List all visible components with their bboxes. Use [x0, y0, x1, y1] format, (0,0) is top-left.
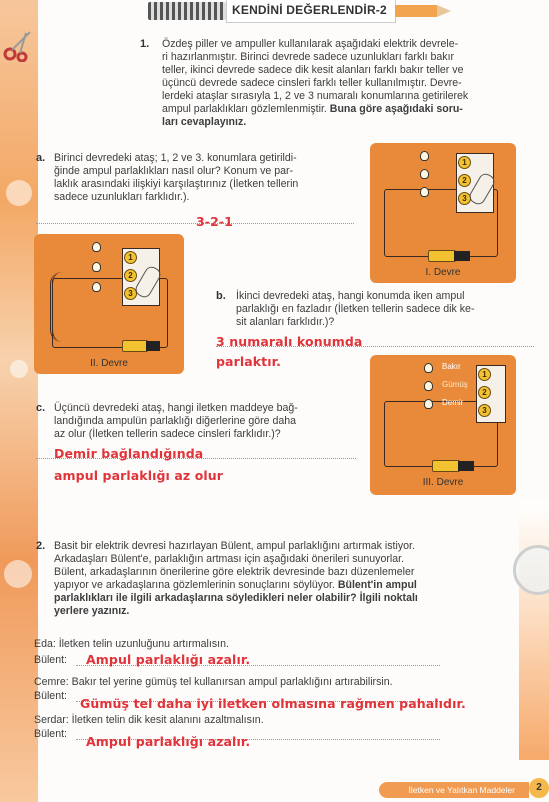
- bulb-icon: [92, 242, 101, 252]
- bulb-icon: [424, 399, 433, 409]
- text-span: yapıyor ve arkadaşlarına gözlemlerinin sonuçlarını söylüyor.: [54, 579, 338, 591]
- text-line: az olur (İletken tellerin sadece cinsleri farklıdır.)?: [54, 428, 281, 440]
- footer-chapter-title: İletken ve Yalıtkan Maddeler: [408, 785, 515, 795]
- circuit-2: [34, 234, 184, 374]
- bulb-icon: [420, 187, 429, 197]
- question-2-text: [54, 540, 514, 618]
- battery-icon: [122, 340, 148, 352]
- bulb-icon: [92, 282, 101, 292]
- text-line: yerlere yazınız.: [54, 605, 130, 617]
- bold-text: Bülent'in ampul: [337, 579, 417, 591]
- header-ruler-decoration: [148, 2, 226, 20]
- pencil-tip-icon: [437, 5, 451, 17]
- position-marker: 2: [478, 386, 491, 399]
- text-line: Arkadaşları Bülent'e, parlaklığın artması için aşağıdaki önerileri sunuyorlar.: [54, 553, 405, 565]
- text-line: parlaklığı en fazladır (İletken tellerin sadece dik ke-: [236, 303, 475, 315]
- text-line: [162, 103, 532, 116]
- question-number: 2.: [36, 540, 46, 552]
- battery-end: [458, 461, 474, 471]
- text-line: Birinci devredeki ataş; 1, 2 ve 3. konumlara getirildi-: [54, 152, 297, 164]
- question-a-text: [54, 152, 354, 204]
- circuit-3: [370, 355, 516, 495]
- question-number: 1.: [140, 38, 150, 50]
- bulent-answer-1: Ampul parlaklığı azalır.: [86, 652, 251, 667]
- battery-icon: [432, 460, 460, 472]
- answer-c-line2: ampul parlaklığı az olur: [54, 468, 224, 483]
- text-line: landığında ampulün parlaklığı diğerlerine göre daha: [54, 415, 297, 427]
- bulent-answer-2: Gümüş tel daha iyi iletken olmasına rağmen pahalıdır.: [80, 696, 466, 711]
- bulb-icon: [424, 363, 433, 373]
- serdar-statement: Serdar: İletken telin dik kesit alanını azaltmalısın.: [34, 714, 264, 726]
- question-b-text: [236, 290, 532, 329]
- battery-end: [146, 341, 160, 351]
- text-line: [54, 579, 514, 592]
- question-text: [162, 38, 532, 129]
- text-line: parlaklıkları ile ilgili arkadaşlarına söyledikleri neler olabilir? İlgili noktalı: [54, 592, 418, 604]
- position-marker: 3: [458, 192, 471, 205]
- wire-label: Bakır: [442, 362, 461, 371]
- answer-c-line1: Demir bağlandığında: [54, 446, 204, 461]
- text-line: ları cevaplayınız.: [162, 116, 247, 128]
- text-line: sadece uzunlukları farklıdır.).: [54, 191, 190, 203]
- circuit-caption: III. Devre: [422, 477, 464, 488]
- text-line: teller, ikinci devrede sadece dik kesit alanları farklı bakır teller ve: [162, 64, 464, 76]
- position-marker: 3: [478, 404, 491, 417]
- page-number: 2: [529, 778, 549, 798]
- position-marker: 1: [124, 251, 137, 264]
- page-title: KENDİNİ DEĞERLENDİR-2: [232, 3, 387, 17]
- circuit-caption: I. Devre: [425, 267, 461, 278]
- bulb-icon: [92, 262, 101, 272]
- right-decoration: [519, 500, 549, 760]
- bulb-icon: [420, 151, 429, 161]
- text-line: laklık arasındaki ilişkiyi karşılaştırınız (İletken tellerin: [54, 178, 299, 190]
- text-line: Üçüncü devredeki ataş, hangi iletken maddeye bağ-: [54, 402, 298, 414]
- position-marker: 2: [458, 174, 471, 187]
- scissors-icon: [2, 30, 34, 62]
- sub-label: a.: [36, 152, 46, 164]
- answer-b-line1: 3 numaralı konumda: [216, 334, 363, 349]
- bold-text: Buna göre aşağıdaki soru-: [329, 103, 463, 115]
- question-c-text: [54, 402, 358, 441]
- text-line: ri hazırlanmıştır. Birinci devrede sadece uzunlukları farklı bakır: [162, 51, 455, 63]
- battery-icon: [428, 250, 456, 262]
- bulent-answer-3: Ampul parlaklığı azalır.: [86, 734, 251, 749]
- bulent-label: Bülent:: [34, 728, 67, 740]
- bulent-label: Bülent:: [34, 690, 67, 702]
- battery-end: [454, 251, 470, 261]
- sub-label: c.: [36, 402, 46, 414]
- circuit-caption: II. Devre: [90, 358, 128, 369]
- coiled-wire: [50, 272, 83, 342]
- wire-label: Gümüş: [442, 380, 468, 389]
- position-marker: 3: [124, 287, 137, 300]
- cemre-statement: Cemre: Bakır tel yerine gümüş tel kullanırsan ampul parlaklığını artırabilirsin.: [34, 676, 393, 688]
- decorative-bubble: [10, 360, 28, 378]
- wire-label: Demir: [442, 398, 464, 407]
- answer-b-line2: parlaktır.: [216, 354, 281, 369]
- left-decoration: [0, 0, 38, 802]
- text-line: Bülent, arkadaşlarının önerilerine göre elektrik devresinde bazı düzenlemeler: [54, 566, 415, 578]
- eda-statement: Eda: İletken telin uzunluğunu artırmalısın.: [34, 638, 229, 650]
- bulent-label: Bülent:: [34, 654, 67, 666]
- text-line: ğinde ampul parlaklıkları nasıl olur? Konum ve par-: [54, 165, 294, 177]
- position-marker: 1: [458, 156, 471, 169]
- text-line: sit alanları farklıdır.)?: [236, 316, 335, 328]
- text-line: Basit bir elektrik devresi hazırlayan Bülent, ampul parlaklığını artırmak istiyor.: [54, 540, 415, 552]
- position-marker: 2: [124, 269, 137, 282]
- text-line: Özdeş piller ve ampuller kullanılarak aşağıdaki elektrik devrele-: [162, 38, 459, 50]
- text-line: üçüncü devrede sadece cinsleri farklı teller kullanılmıştır. Devre-: [162, 77, 462, 89]
- answer-a: 3-2-1: [196, 214, 233, 229]
- pencil-icon: [395, 5, 437, 17]
- bulb-icon: [424, 381, 433, 391]
- text-span: ampul parlaklıkları gözlemlenmiştir.: [162, 103, 330, 115]
- decorative-bubble: [6, 180, 32, 206]
- text-line: İkinci devredeki ataş, hangi konumda iken ampul: [236, 290, 465, 302]
- position-marker: 1: [478, 368, 491, 381]
- answer-line: [36, 223, 354, 224]
- decorative-bubble: [4, 560, 32, 588]
- bulb-icon: [420, 169, 429, 179]
- circuit-1: [370, 143, 516, 283]
- sub-label: b.: [216, 290, 226, 302]
- text-line: lerdeki ataşlar sırasıyla 1, 2 ve 3 numaralı konumlarına getirilerek: [162, 90, 469, 102]
